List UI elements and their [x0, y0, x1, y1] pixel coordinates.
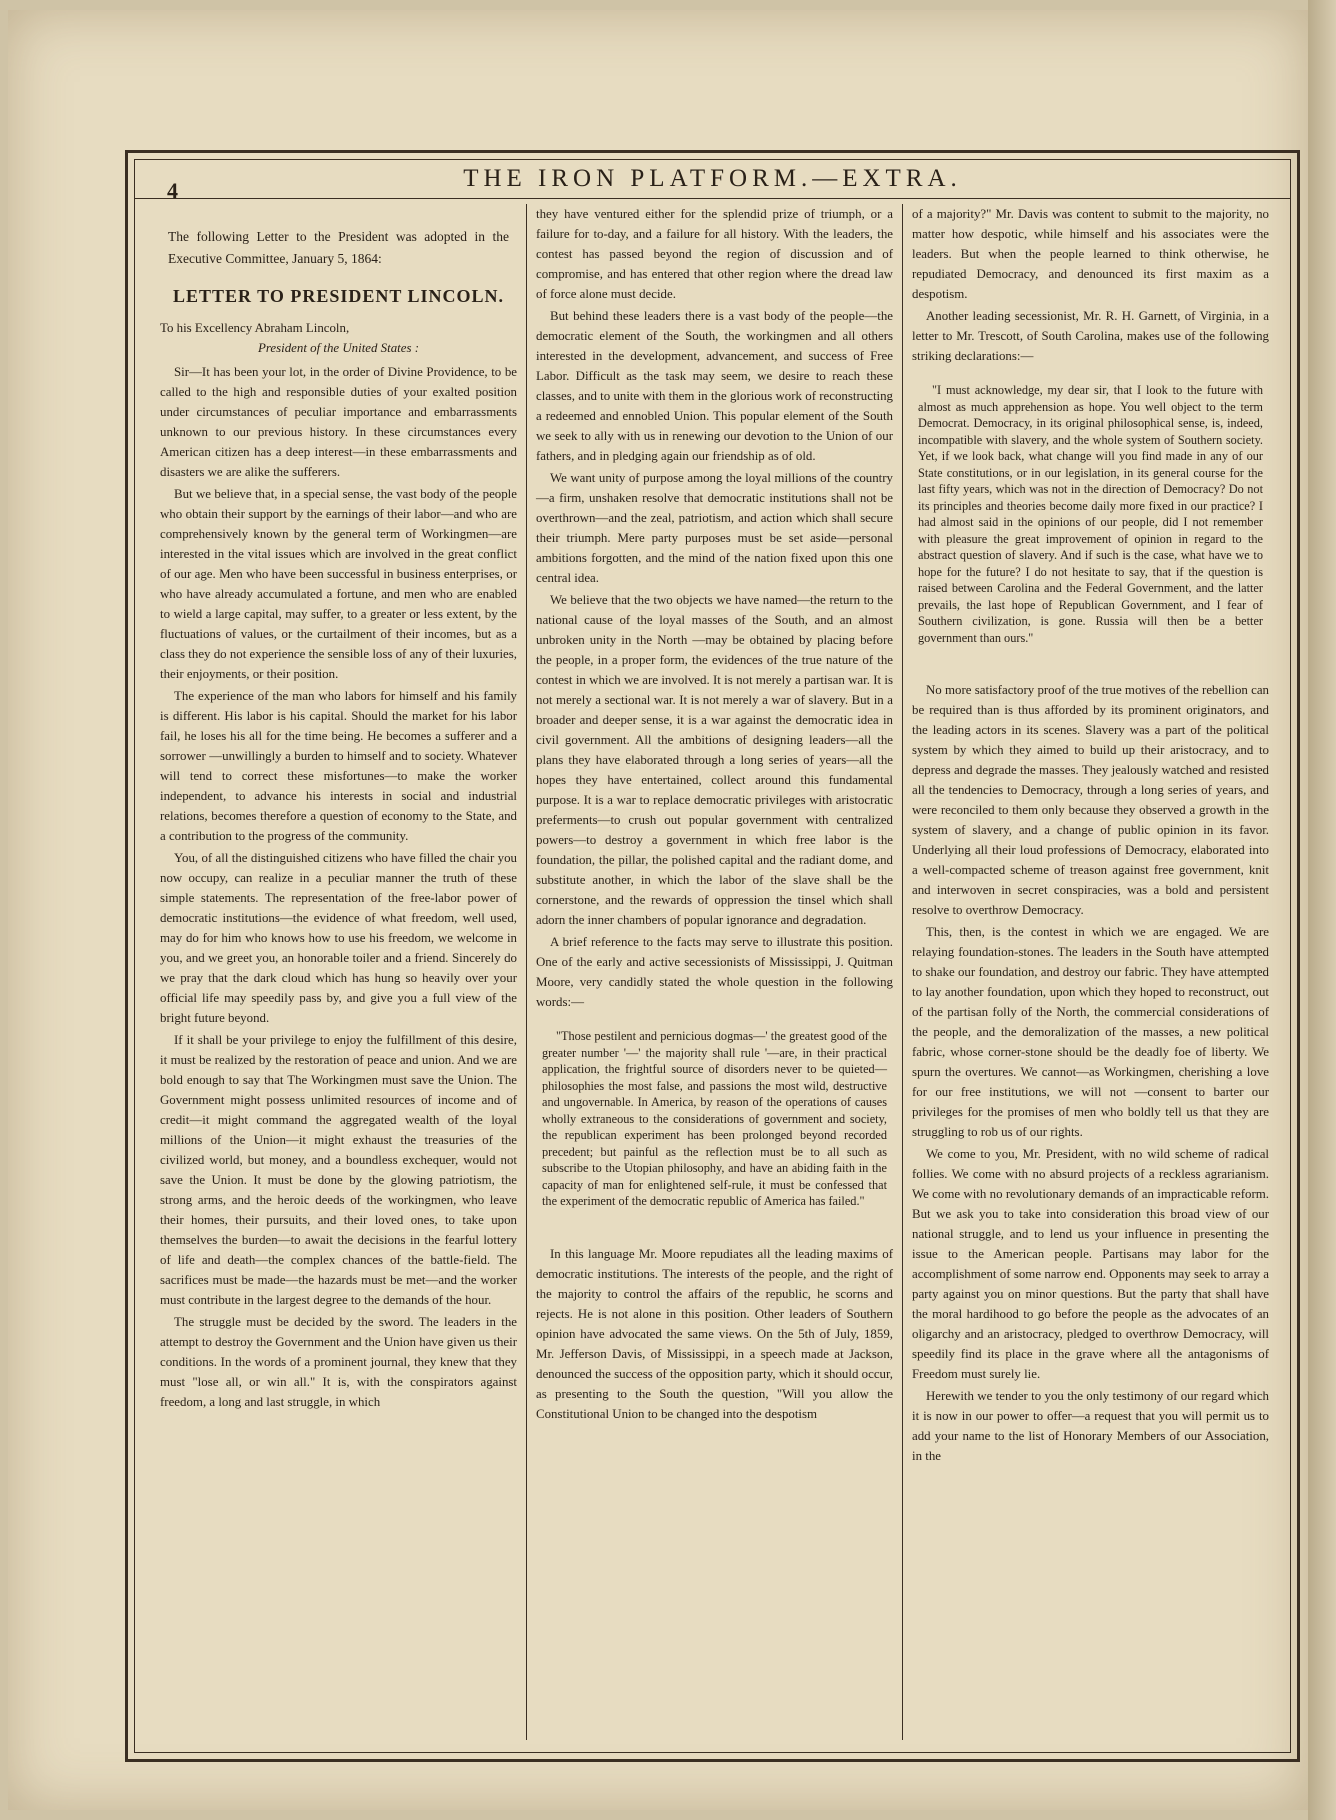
paragraph: Sir—It has been your lot, in the order of Divine Providence, to be called to the high and responsible duties of your exalted position under circumstances of peculiar importance and embarrassments unknown to our previous history. In these circumstances every American citizen has a deep interest—in these embarrassments and disasters we are alike the sufferers. [160, 365, 517, 479]
spacer [912, 664, 1269, 680]
paragraph: they have ventured either for the splendid prize of triumph, or a failure for to-day, and a failure for all history. With the leaders, the contest has passed beyond the region of discussion and of compromise, and has entered that other region where the dread law of force alone must decide. [536, 207, 893, 301]
quotation-text: "I must acknowledge, my dear sir, that I look to the future with almost as much apprehension as hope. You well object to the term Democrat. Democracy, in its original philosophical sense, is, indeed, incompatible with slavery, and the whole system of Southern society. Yet, if we look back, what change will you find made in any of our State constitutions, or in our legislation, in its general course for the last fifty years, which was not in the direction of Democracy? Do not its principles and theories become daily more fixed in our practice? I had almost said in the opinions of our people, did I not remember with pleasure the great improvement of opinion in regard to the abstract question of slavery. And if such is the case, what have we to hope for the future? I do not hesitate to say, that if the question is raised between Carolina and the Federal Government, and the latter prevails, the last hope of Republican Government, and I fear of Southern civilization, is gone. Russia will then be a better government than ours." [918, 383, 1263, 645]
paragraph: The struggle must be decided by the sword. The leaders in the attempt to destroy the Government and the Union have given us their conditions. In the words of a prominent journal, they knew that they must "lose all, or win all." It is, with the conspirators against freedom, a long and last struggle, in which [160, 1315, 517, 1409]
column-3 [902, 204, 1278, 1740]
paragraph: of a majority?" Mr. Davis was content to submit to the majority, no matter how despotic, while himself and his associates were the leaders. But when the people learned to think otherwise, he repudiated Democracy, and denounced its first maxim as a despotism. [912, 207, 1269, 301]
page-frame [125, 150, 1300, 1762]
next-page-edge [1308, 0, 1336, 1820]
paragraph: The experience of the man who labors for himself and his family is different. His labor is his capital. Should the market for his labor fail, he loses his all for the time being. He becomes a sufferer and a sorrower —unwillingly a burden to himself and to society. Whatever will tend to correct these misfortunes—to make the worker independent, to advance his interests in social and industrial relations, becomes therefore a question of economy to the State, and a contribution to the progress of the community. [160, 689, 517, 843]
paragraph: In this language Mr. Moore repudiates all the leading maxims of democratic institutions. The interests of the people, and the right of the majority to control the affairs of the republic, he scorns and rejects. He is not alone in this position. Other leaders of Southern opinion have advocated the same views. On the 5th of July, 1859, Mr. Jefferson Davis, of Mississippi, in a speech made at Jackson, denounced the success of the opposition party, which it should occur, as presenting to the South the question, "Will you allow the Constitutional Union to be changed into the despotism [536, 1246, 893, 1421]
paragraph: You, of all the distinguished citizens who have filled the chair you now occupy, can realize in a peculiar manner the truth of these simple statements. The representation of the free-labor power of democratic institutions—the evidence of what freedom, well used, may do for him who knows how to use his freedom, we welcome in you, and we greet you, an honorable toiler and a friend. Sincerely do we pray that the dark cloud which has hung so heavily over your official life may speedily pass by, and give you a full view of the bright future beyond. [160, 851, 517, 1025]
text-columns [151, 204, 1278, 1740]
moore-quotation [542, 1028, 887, 1210]
garnett-quotation [918, 382, 1263, 646]
intro-note: The following Letter to the President was adopted in the Executive Committee, January 5, 1864: [168, 229, 509, 266]
salutation: To his Excellency Abraham Lincoln, [160, 321, 350, 335]
paragraph: But we believe that, in a special sense, the vast body of the people who obtain their support by the earnings of their labor—and who are comprehensively known by the general term of Workingmen—are interested in the vital issues which are involved in the great conflict of our age. Men who have been successful in business enterprises, or who have already accumulated a fortune, and men who are enabled to wield a large capital, may suffer, to a greater or less extent, by the fluctuations of values, or the curtailment of their incomes, but as a class they do not experience the sensible loss of any of their luxuries, their enjoyments, or their position. [160, 487, 517, 681]
column-1 [151, 204, 526, 1740]
page-frame-inner [134, 159, 1291, 1753]
masthead-rule [135, 198, 1290, 199]
addressee-title: President of the United States : [258, 341, 419, 355]
paragraph: We want unity of purpose among the loyal millions of the country—a firm, unshaken resolve that democratic institutions shall not be overthrown—and the zeal, patriotism, and action which shall secure their triumph. Mere party purposes must be set aside—personal ambitions forgotten, and the mind of the nation fixed upon this one central idea. [536, 471, 893, 585]
paragraph: This, then, is the contest in which we are engaged. We are relaying foundation-stones. The leaders in the South have attempted to shake our foundation, and destroy our fabric. They have attempted to lay another foundation, upon which they hoped to reconstruct, out of the partisan folly of the North, the commercial considerations of the people, and the demoralization of the masses, a new political fabric, whose corner-stone should be the deadly foe of liberty. We spurn the overtures. We cannot—as Workingmen, cherishing a love for our free institutions, we will not —consent to barter our privileges for the promises of men who boldly tell us that they are struggling to rob us of our rights. [912, 925, 1269, 1139]
quotation-text: "Those pestilent and pernicious dogmas—' the greatest good of the greater number '—' the majority shall rule '—are, in their practical application, the frightful source of disorders never to be quieted—philosophies the most false, and passions the most wild, destructive and ungovernable. In America, by reason of the operations of causes wholly extraneous to the considerations of government and society, the republican experiment has been prolonged beyond recorded precedent; but painful as the reflection must be to all such as subscribe to the Utopian philosophy, and have an abiding faith in the capacity of man for enlightened self-rule, it must be confessed that the experiment of the democratic republic of America has failed." [542, 1029, 887, 1208]
paragraph: But behind these leaders there is a vast body of the people—the democratic element of the South, the workingmen and all others interested in the development, advancement, and success of Free Labor. Difficult as the task may seem, we desire to reach these classes, and to unite with them in the glorious work of reconstructing a redeemed and ennobled Union. This popular element of the South we seek to ally with us in renewing our devotion to the Union of our fathers, and in pledging again our friendship as of old. [536, 309, 893, 463]
paragraph: Another leading secessionist, Mr. R. H. Garnett, of Virginia, in a letter to Mr. Trescott, of South Carolina, makes use of the following striking declarations:— [912, 309, 1269, 363]
paragraph: We believe that the two objects we have named—the return to the national cause of the loyal masses of the South, and an almost unbroken unity in the North —may be obtained by placing before the people, in a proper form, the evidences of the true nature of the contest in which we are involved. It is not merely a partisan war. It is not merely a sectional war. It is not merely a war of slavery. But in a broader and deeper sense, it is a war against the democratic idea in civil government. All the ambitions of designing leaders—all the plans they have elaborated through a long series of years—all the hopes they have entertained, collect around this fundamental purpose. It is a war to replace democratic privileges with aristocratic preferments—to crush out popular government with centralized powers—to destroy a government in which free labor is the foundation, the pillar, the polished capital and the radiant dome, and substitute another, in which the labor of the slave shall be the cornerstone, and the rewards of oppression the tinsel which shall adorn the inner chambers of popular ignorance and degradation. [536, 593, 893, 927]
spacer [536, 1228, 893, 1244]
page-number: 4 [167, 178, 178, 203]
paragraph: No more satisfactory proof of the true motives of the rebellion can be required than is thus afforded by its prominent originators, and the leading actors in its scenes. Slavery was a part of the political system by which they aimed to build up their aristocracy, and to depress and degrade the masses. They jealously watched and resisted all the tendencies to Democracy, through a long series of years, and were reconciled to them only because they observed a growth in the system of slavery, and a change of public opinion in its favor. Underlying all their loud professions of Democracy, elaborated into a well-compacted scheme of treason against free government, knit and interwoven in secret conspiracies, was a bold and persistent resolve to overthrow Democracy. [912, 683, 1269, 917]
letter-heading: LETTER TO PRESIDENT LINCOLN. [172, 286, 505, 306]
masthead-title: THE IRON PLATFORM.—EXTRA. [463, 165, 962, 192]
paragraph: Herewith we tender to you the only testimony of our regard which it is now in our power to offer—a request that you will permit us to add your name to the list of Honorary Members of our Association, in the [912, 1389, 1269, 1463]
column-2 [526, 204, 902, 1740]
paragraph: We come to you, Mr. President, with no wild scheme of radical follies. We come with no absurd projects of a reckless agrarianism. We come with no revolutionary demands of an impracticable reform. But we ask you to take into consideration this broad view of our national struggle, and to lend us your influence in presenting the issue to the American people. Partisans may labor for the accomplishment of some narrow end. Opponents may seek to array a party against you on minor questions. But the party that shall have the moral hardihood to go before the people as the advocates of an oligarchy and an aristocracy, pledged to overthrow Democracy, will speedily find its place in the grave where all the antagonisms of Freedom must surely lie. [912, 1147, 1269, 1381]
paragraph: If it shall be your privilege to enjoy the fulfillment of this desire, it must be realized by the restoration of peace and union. And we are bold enough to say that The Workingmen must save the Union. The Government might possess unlimited resources of income and of credit—it might command the aggregated wealth of the loyal millions of the Union—it might exhaust the treasuries of the civilized world, but money, and a boundless exchequer, would not save the Union. It must be done by the glowing patriotism, the strong arms, and the heroic deeds of the workingmen, who leave their homes, their pursuits, and their loved ones, to take upon themselves the burden—to await the decisions in the fearful lottery of life and death—the complex chances of the battle-field. The sacrifices must be made—the hazards must be met—and the worker must contribute in the largest degree to the demands of the hour. [160, 1033, 517, 1307]
paragraph: A brief reference to the facts may serve to illustrate this position. One of the early and active secessionists of Mississippi, J. Quitman Moore, very candidly stated the whole question in the following words:— [536, 935, 893, 1009]
